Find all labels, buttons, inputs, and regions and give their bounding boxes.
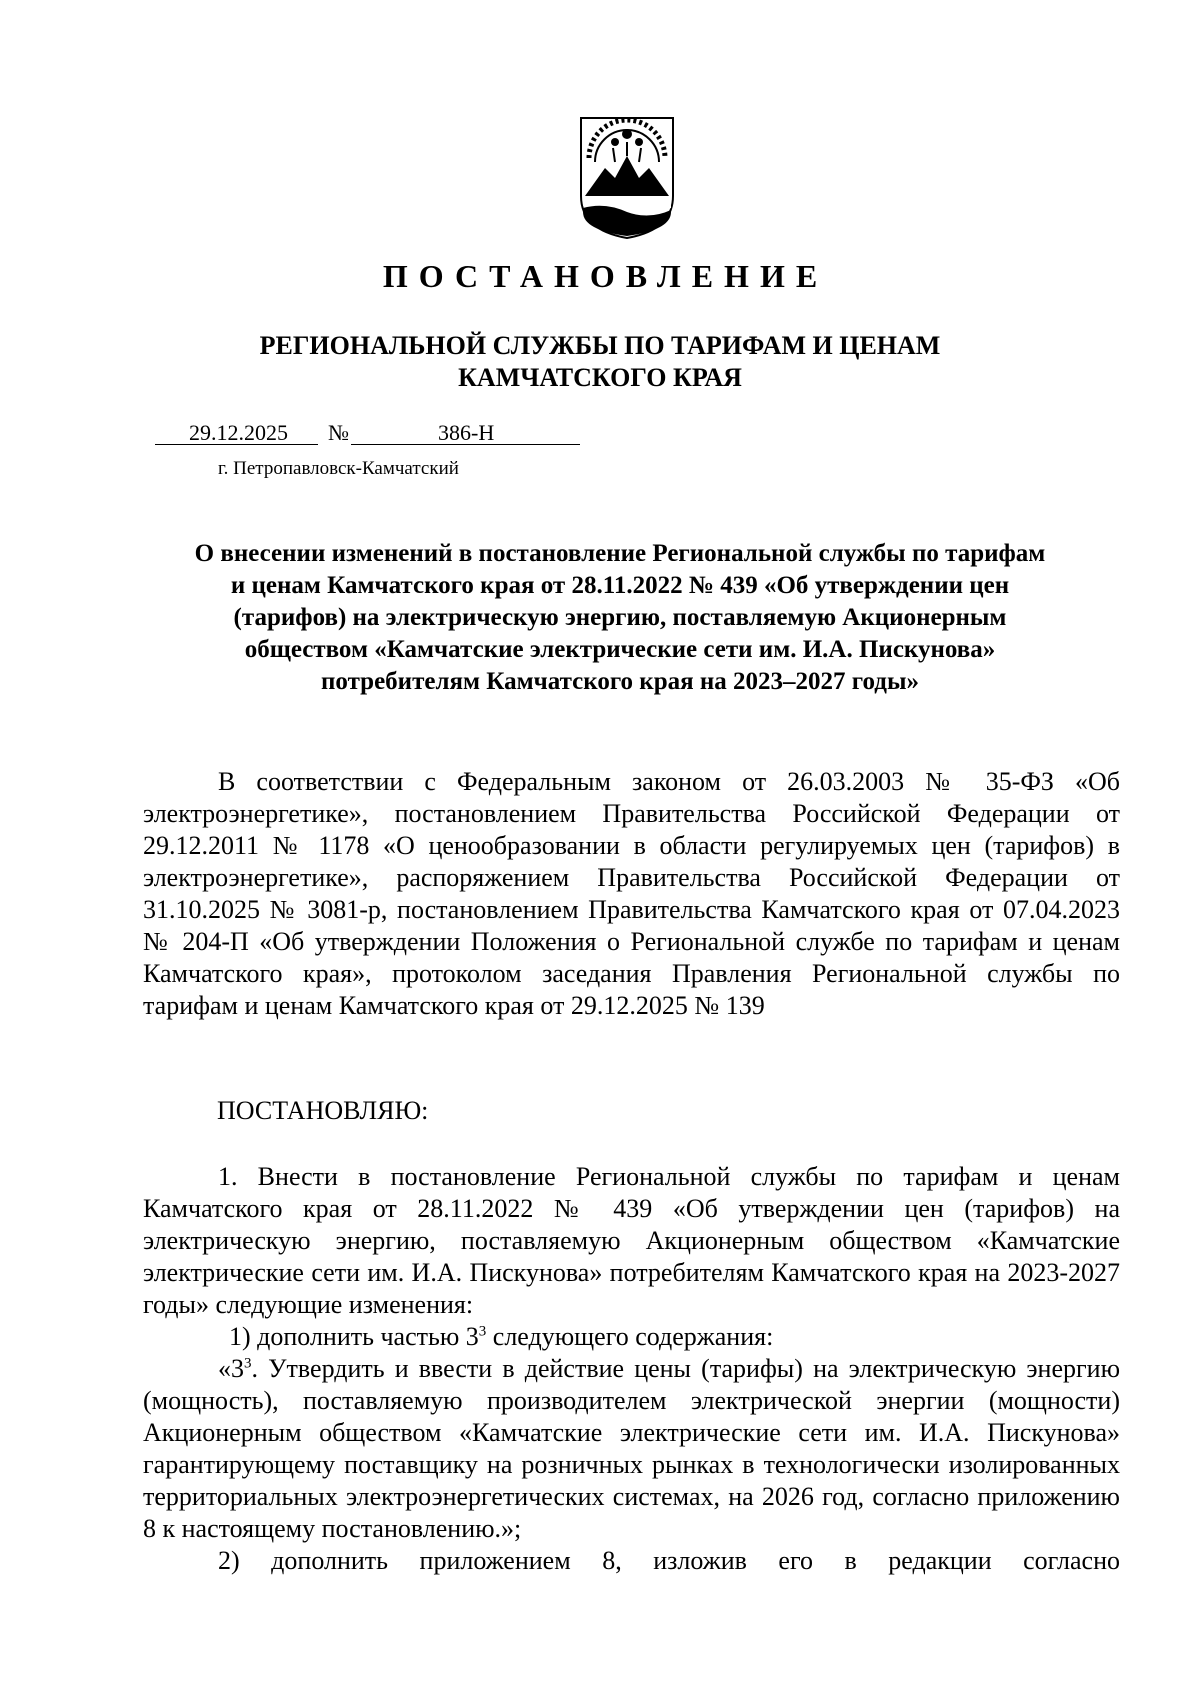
title-line-2: и ценам Камчатского края от 28.11.2022 № 439 «Об утверждении цен (230, 572, 1010, 599)
document-date: 29.12.2025 (189, 420, 288, 445)
decree-section (143, 1095, 1120, 1127)
quote-superscript: 3 (244, 1355, 252, 1372)
document-title (140, 538, 1100, 698)
authority-line-1: РЕГИОНАЛЬНОЙ СЛУЖБЫ ПО ТАРИФАМ И ЦЕНАМ (259, 331, 941, 360)
kamchatka-coat-of-arms-icon (575, 112, 679, 240)
document-type-heading: ПОСТАНОВЛЕНИЕ (382, 258, 829, 294)
issue-city: г. Петропавловск-Камчатский (218, 458, 459, 479)
sub-item-2: 2) дополнить приложением 8, изложив его в редакции согласно (218, 1546, 1120, 1575)
title-line-4: обществом «Камчатские электрические сети им. И.А. Пискунова» (244, 636, 996, 663)
title-line-5: потребителям Камчатского края на 2023–2027 годы» (321, 668, 919, 695)
clauses-section (143, 1161, 1120, 1577)
number-sign: № (328, 420, 349, 445)
title-line-3: (тарифов) на электрическую энергию, поставляемую Акционерным (233, 604, 1007, 631)
sub-item-1-suffix: следующего содержания: (486, 1322, 774, 1351)
issuing-authority (0, 330, 1200, 394)
sub-item-1-prefix: 1) дополнить частью 3 (229, 1322, 479, 1351)
decree-word: ПОСТАНОВЛЯЮ: (217, 1096, 429, 1125)
authority-line-2: КАМЧАТСКОГО КРАЯ (458, 363, 742, 392)
quoted-part-3-3 (143, 1353, 1120, 1545)
title-line-1: О внесении изменений в постановление Региональной службы по тарифам (194, 540, 1046, 567)
quote-prefix: «3 (218, 1354, 244, 1383)
sub-item-1-superscript: 3 (478, 1323, 487, 1340)
sub-item-1 (143, 1321, 1120, 1353)
document-number: 386-Н (438, 420, 495, 445)
quote-text: . Утвердить и ввести в действие цены (тарифы) на электрическую энергию (мощность), поставляемую производителем электрической энергии (мощности) Акционерным обществом «Камчатские электрические сети им. И.А. Пискунова» гарантирующему поставщику на розничных рынках в технологически изолированных территориальных электроэнергетических системах, на 2026 год, согласно приложению 8 к настоящему постановлению.»; (143, 1354, 1120, 1543)
preamble-section (143, 766, 1120, 1022)
registration-line (155, 420, 580, 450)
preamble-paragraph: В соответствии с Федеральным законом от 26.03.2003 № 35-ФЗ «Об электроэнергетике», постановлением Правительства Российской Федерации от 29.12.2011 № 1178 «О ценообразовании в области регулируемых цен (тарифов) в электроэнергетике», распоряжением Правительства Российской Федерации от 31.10.2025 № 3081-р, постановлением Правительства Камчатского края от 07.04.2023 № 204-П «Об утверждении Положения о Региональной службе по тарифам и ценам Камчатского края», протоколом заседания Правления Региональной службы по тарифам и ценам Камчатского края от 29.12.2025 № 139 (143, 767, 1120, 1020)
clause-1: 1. Внести в постановление Региональной службы по тарифам и ценам Камчатского края от 28.11.2022 № 439 «Об утверждении цен (тарифов) на электрическую энергию, поставляемую Акционерным обществом «Камчатские электрические сети им. И.А. Пискунова» потребителям Камчатского края на 2023-2027 годы» следующие изменения: (143, 1162, 1120, 1319)
